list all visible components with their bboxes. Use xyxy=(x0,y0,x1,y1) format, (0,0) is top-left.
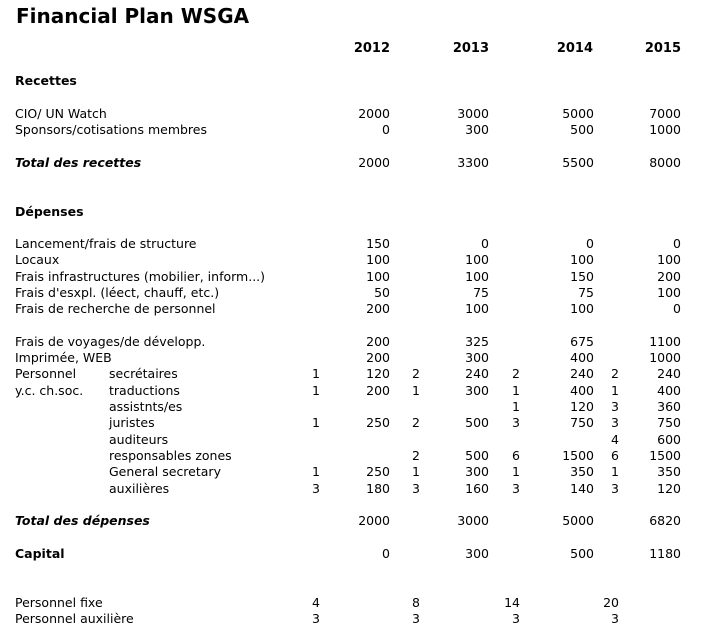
cell-value-2013: 500 xyxy=(465,448,489,463)
row-sublabel: traductions xyxy=(109,383,180,398)
cell-value-2012: 0 xyxy=(382,122,390,137)
cell-value-2015: 240 xyxy=(657,366,681,381)
cell-count-2014: 1 xyxy=(512,383,520,398)
cell-value-2012: 250 xyxy=(366,415,390,430)
cell-value-2012: 0 xyxy=(382,546,390,561)
row-sublabel: auditeurs xyxy=(109,432,169,447)
table-row xyxy=(0,252,719,268)
cell-value-2012: 2000 xyxy=(358,513,390,528)
table-row xyxy=(0,106,719,122)
cell-value-2015: 7000 xyxy=(649,106,681,121)
row-label: Frais de recherche de personnel xyxy=(15,301,216,316)
cell-value-2012: 100 xyxy=(366,269,390,284)
table-row xyxy=(0,432,719,448)
cell-value-2014: 5000 xyxy=(562,513,594,528)
row-label: Sponsors/cotisations membres xyxy=(15,122,208,137)
cell-value-2013: 300 xyxy=(465,122,489,137)
section-title: Recettes xyxy=(15,73,77,88)
cell-value-2012: 200 xyxy=(366,383,390,398)
table-row xyxy=(0,383,719,399)
total-depenses-row xyxy=(0,513,719,529)
cell-count-2012: 1 xyxy=(312,464,320,479)
cell-value-2014: 350 xyxy=(570,464,594,479)
cell-count-2012: 3 xyxy=(312,611,320,626)
table-row xyxy=(0,236,719,252)
row-sublabel: auxilières xyxy=(109,481,170,496)
cell-value-2015: 360 xyxy=(657,399,681,414)
row-sublabel: assistnts/es xyxy=(109,399,183,414)
cell-count-2015: 3 xyxy=(611,481,619,496)
cell-value-2013: 75 xyxy=(473,285,489,300)
cell-value-2013: 300 xyxy=(465,350,489,365)
cell-value-2015: 6820 xyxy=(649,513,681,528)
cell-count-2013: 2 xyxy=(412,448,420,463)
table-row xyxy=(0,366,719,382)
cell-value-2014: 150 xyxy=(570,269,594,284)
cell-count-2015: 20 xyxy=(603,595,619,610)
row-label: Frais infrastructures (mobilier, inform...) xyxy=(15,269,266,284)
section-header-recettes xyxy=(0,73,719,89)
table-row xyxy=(0,350,719,366)
section-title: Dépenses xyxy=(15,204,84,219)
table-row xyxy=(0,122,719,138)
page-title: Financial Plan WSGA xyxy=(16,4,250,28)
cell-value-2015: 200 xyxy=(657,269,681,284)
table-row xyxy=(0,285,719,301)
row-label: Imprimée, WEB xyxy=(15,350,112,365)
cell-count-2014: 3 xyxy=(512,611,520,626)
cell-count-2013: 3 xyxy=(412,611,420,626)
cell-count-2015: 1 xyxy=(611,383,619,398)
cell-count-2015: 3 xyxy=(611,415,619,430)
cell-count-2013: 2 xyxy=(412,366,420,381)
row-sublabel: secrétaires xyxy=(109,366,178,381)
cell-value-2013: 160 xyxy=(465,481,489,496)
cell-value-2012: 250 xyxy=(366,464,390,479)
table-row xyxy=(0,301,719,317)
row-label: Frais de voyages/de développ. xyxy=(15,334,206,349)
cell-value-2015: 0 xyxy=(673,236,681,251)
total-recettes-row xyxy=(0,155,719,171)
cell-value-2015: 400 xyxy=(657,383,681,398)
cell-count-2014: 14 xyxy=(504,595,520,610)
cell-value-2012: 180 xyxy=(366,481,390,496)
cell-value-2013: 240 xyxy=(465,366,489,381)
row-sublabel: juristes xyxy=(109,415,155,430)
cell-count-2015: 2 xyxy=(611,366,619,381)
row-label: Capital xyxy=(15,546,65,561)
cell-value-2015: 100 xyxy=(657,252,681,267)
cell-value-2013: 300 xyxy=(465,464,489,479)
cell-value-2014: 500 xyxy=(570,122,594,137)
cell-value-2013: 325 xyxy=(465,334,489,349)
cell-count-2014: 1 xyxy=(512,464,520,479)
year-header-2012: 2012 xyxy=(353,41,390,56)
cell-value-2015: 1000 xyxy=(649,122,681,137)
cell-value-2012: 2000 xyxy=(358,155,390,170)
cell-count-2013: 3 xyxy=(412,481,420,496)
cell-value-2014: 0 xyxy=(586,236,594,251)
cell-value-2012: 2000 xyxy=(358,106,390,121)
cell-value-2012: 200 xyxy=(366,301,390,316)
year-header-2013: 2013 xyxy=(452,41,489,56)
cell-value-2013: 3000 xyxy=(457,106,489,121)
cell-value-2015: 120 xyxy=(657,481,681,496)
cell-count-2015: 6 xyxy=(611,448,619,463)
table-row xyxy=(0,269,719,285)
cell-count-2015: 3 xyxy=(611,611,619,626)
cell-value-2012: 150 xyxy=(366,236,390,251)
cell-count-2014: 6 xyxy=(512,448,520,463)
cell-value-2015: 750 xyxy=(657,415,681,430)
cell-value-2013: 3000 xyxy=(457,513,489,528)
cell-value-2013: 0 xyxy=(481,236,489,251)
cell-value-2015: 350 xyxy=(657,464,681,479)
row-label: Lancement/frais de structure xyxy=(15,236,197,251)
table-row xyxy=(0,448,719,464)
cell-value-2014: 75 xyxy=(578,285,594,300)
row-label: Frais d'esxpl. (léect, chauff, etc.) xyxy=(15,285,220,300)
row-label: Locaux xyxy=(15,252,60,267)
cell-value-2014: 5500 xyxy=(562,155,594,170)
cell-value-2015: 0 xyxy=(673,301,681,316)
cell-value-2015: 8000 xyxy=(649,155,681,170)
cell-value-2012: 50 xyxy=(374,285,390,300)
cell-count-2013: 1 xyxy=(412,464,420,479)
year-header-2014: 2014 xyxy=(556,41,593,56)
cell-count-2014: 2 xyxy=(512,366,520,381)
table-row xyxy=(0,481,719,497)
cell-value-2015: 600 xyxy=(657,432,681,447)
personnel-sublabel: y.c. ch.soc. xyxy=(15,383,84,398)
table-row xyxy=(0,415,719,431)
table-row xyxy=(0,464,719,480)
cell-value-2013: 300 xyxy=(465,383,489,398)
cell-count-2014: 1 xyxy=(512,399,520,414)
cell-value-2014: 1500 xyxy=(562,448,594,463)
cell-value-2012: 100 xyxy=(366,252,390,267)
cell-value-2014: 5000 xyxy=(562,106,594,121)
cell-value-2015: 100 xyxy=(657,285,681,300)
cell-value-2014: 100 xyxy=(570,252,594,267)
cell-count-2015: 3 xyxy=(611,399,619,414)
cell-value-2014: 750 xyxy=(570,415,594,430)
year-header-2015: 2015 xyxy=(644,41,681,56)
cell-value-2012: 200 xyxy=(366,334,390,349)
row-label: CIO/ UN Watch xyxy=(15,106,107,121)
cell-count-2014: 3 xyxy=(512,481,520,496)
cell-value-2015: 1000 xyxy=(649,350,681,365)
personnel-label: Personnel xyxy=(15,366,77,381)
cell-value-2013: 100 xyxy=(465,301,489,316)
cell-value-2013: 500 xyxy=(465,415,489,430)
table-row xyxy=(0,399,719,415)
cell-count-2014: 3 xyxy=(512,415,520,430)
cell-count-2012: 1 xyxy=(312,415,320,430)
cell-value-2015: 1100 xyxy=(649,334,681,349)
cell-value-2012: 200 xyxy=(366,350,390,365)
cell-value-2014: 100 xyxy=(570,301,594,316)
cell-value-2012: 120 xyxy=(366,366,390,381)
cell-value-2014: 120 xyxy=(570,399,594,414)
section-header-depenses xyxy=(0,204,719,220)
cell-value-2014: 500 xyxy=(570,546,594,561)
cell-count-2012: 1 xyxy=(312,366,320,381)
cell-count-2015: 1 xyxy=(611,464,619,479)
cell-count-2013: 1 xyxy=(412,383,420,398)
cell-value-2013: 100 xyxy=(465,252,489,267)
cell-value-2014: 240 xyxy=(570,366,594,381)
row-label: Total des dépenses xyxy=(15,513,150,528)
cell-value-2014: 400 xyxy=(570,383,594,398)
row-label: Total des recettes xyxy=(15,155,142,170)
cell-count-2015: 4 xyxy=(611,432,619,447)
cell-count-2012: 3 xyxy=(312,481,320,496)
row-label: Personnel fixe xyxy=(15,595,103,610)
capital-row xyxy=(0,546,719,562)
cell-value-2013: 3300 xyxy=(457,155,489,170)
cell-count-2012: 4 xyxy=(312,595,320,610)
table-row xyxy=(0,334,719,350)
cell-count-2012: 1 xyxy=(312,383,320,398)
table-row xyxy=(0,611,719,627)
cell-value-2015: 1180 xyxy=(649,546,681,561)
cell-count-2013: 2 xyxy=(412,415,420,430)
cell-value-2015: 1500 xyxy=(649,448,681,463)
cell-value-2014: 400 xyxy=(570,350,594,365)
row-sublabel: General secretary xyxy=(109,464,221,479)
cell-value-2014: 140 xyxy=(570,481,594,496)
row-label: Personnel auxilière xyxy=(15,611,134,626)
cell-value-2014: 675 xyxy=(570,334,594,349)
table-row xyxy=(0,595,719,611)
cell-count-2013: 8 xyxy=(412,595,420,610)
cell-value-2013: 100 xyxy=(465,269,489,284)
cell-value-2013: 300 xyxy=(465,546,489,561)
row-sublabel: responsables zones xyxy=(109,448,232,463)
